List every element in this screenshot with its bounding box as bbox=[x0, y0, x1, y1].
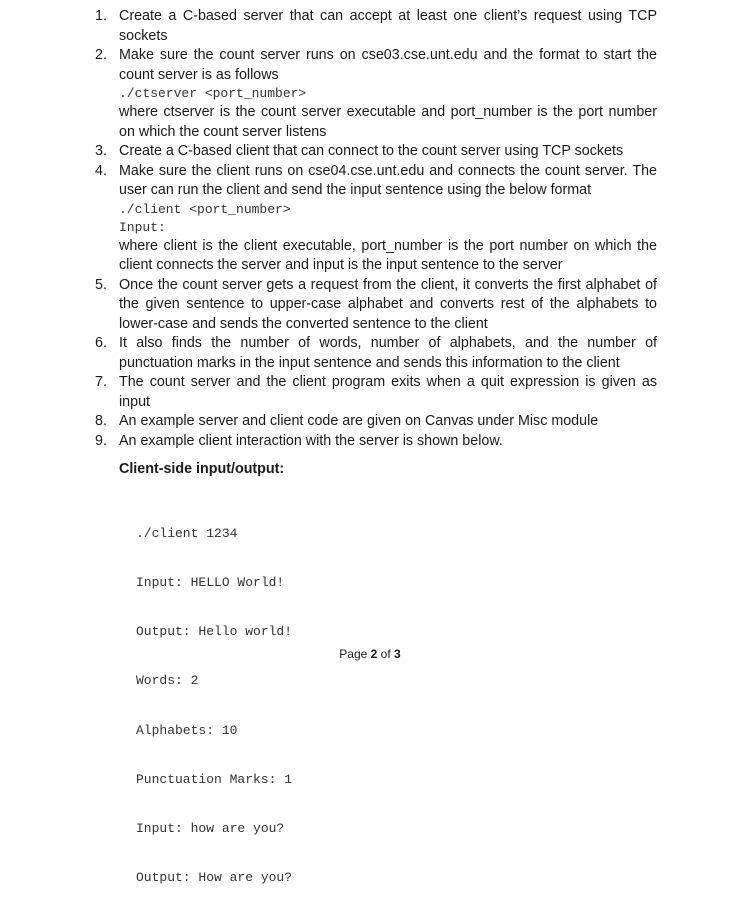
item-number: 3. bbox=[95, 143, 107, 159]
console-line: Output: Hello world! bbox=[136, 624, 293, 640]
item-number: 4. bbox=[95, 162, 107, 179]
page-label: Page bbox=[339, 647, 371, 661]
item-explanation: where ctserver is the count server executable and port_number is the port number on which the count server listens bbox=[119, 104, 657, 140]
command-example: ./client <port_number> bbox=[119, 201, 291, 217]
input-prompt-example: Input: bbox=[119, 219, 166, 235]
item-number: 9. bbox=[95, 432, 107, 449]
list-item bbox=[95, 7, 657, 46]
item-text: An example client interaction with the server is shown below. bbox=[119, 432, 503, 449]
item-text: It also finds the number of words, number of alphabets, and the number of punctuation marks in the input sentence and sends this information to the client bbox=[119, 335, 657, 371]
command-example: ./ctserver <port_number> bbox=[119, 86, 307, 101]
item-text: Create a C-based server that can accept at least one client’s request using TCP sockets bbox=[119, 8, 657, 44]
console-line: Words: 2 bbox=[136, 673, 199, 689]
total-pages-number: 3 bbox=[394, 647, 401, 661]
list-item bbox=[95, 334, 657, 373]
instruction-list bbox=[95, 7, 657, 451]
item-explanation: where client is the client executable, port_number is the port number on which the client connects the server and input is the input sentence to the server bbox=[119, 237, 657, 273]
current-page-number: 2 bbox=[370, 647, 378, 661]
list-item bbox=[95, 412, 657, 432]
item-number: 8. bbox=[95, 413, 107, 429]
item-text: Make sure the count server runs on cse03.cse.unt.edu and the format to start the count server is as follows bbox=[119, 47, 657, 83]
console-line: Punctuation Marks: 1 bbox=[136, 771, 293, 787]
page-of-label: of bbox=[377, 647, 395, 661]
item-number: 2. bbox=[95, 47, 107, 63]
item-text: Create a C-based client that can connect to the count server using TCP sockets bbox=[119, 143, 624, 159]
item-text: Make sure the client runs on cse04.cse.unt.edu and connects the count server. The user can run the client and send the input sentence using the below format bbox=[119, 162, 657, 198]
list-item bbox=[95, 432, 657, 452]
console-line: ./client 1234 bbox=[136, 525, 238, 541]
console-line: Input: how are you? bbox=[136, 821, 285, 837]
page-footer bbox=[0, 647, 740, 661]
item-text: The count server and the client program exits when a quit expression is given as input bbox=[119, 374, 657, 410]
console-output bbox=[136, 493, 292, 920]
item-number: 6. bbox=[95, 335, 107, 351]
item-number: 5. bbox=[95, 276, 107, 293]
console-line: Alphabets: 10 bbox=[136, 722, 238, 738]
list-item bbox=[95, 373, 657, 412]
item-text: Once the count server gets a request from the client, it converts the first alphabet of the given sentence to upper-case alphabet and converts rest of the alphabets to lower-case and sends the converted sentence to the client bbox=[119, 276, 657, 332]
item-number: 1. bbox=[95, 8, 107, 24]
list-item bbox=[95, 46, 657, 142]
list-item bbox=[95, 276, 657, 335]
item-text: An example server and client code are given on Canvas under Misc module bbox=[119, 413, 599, 429]
item-number: 7. bbox=[95, 374, 107, 390]
section-heading: Client-side input/output: bbox=[119, 461, 285, 477]
list-item bbox=[95, 142, 657, 162]
console-line: Output: How are you? bbox=[136, 870, 293, 886]
console-line: Input: HELLO World! bbox=[136, 575, 285, 591]
list-item bbox=[95, 162, 657, 276]
